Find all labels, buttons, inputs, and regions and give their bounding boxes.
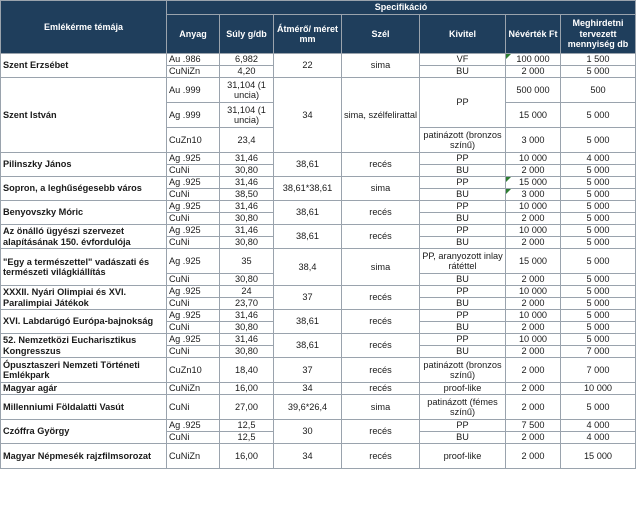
table-row [1,310,636,322]
finish-cell: PP [420,153,506,165]
finish-cell: PP [420,286,506,298]
diameter-cell: 37 [274,286,342,310]
quantity-cell: 5 000 [561,103,636,128]
diameter-cell: 34 [274,383,342,395]
header-face-value: Névérték Ft [506,15,561,54]
face-value-cell: 2 000 [506,358,561,383]
diameter-cell: 38,61*38,61 [274,177,342,201]
material-cell: Ag .925 [167,310,220,322]
material-cell: Ag .925 [167,153,220,165]
face-value-cell: 2 000 [506,346,561,358]
finish-cell: BU [420,165,506,177]
finish-cell: BU [420,237,506,249]
quantity-cell: 15 000 [561,444,636,469]
material-cell: Ag .925 [167,177,220,189]
material-cell: Ag .925 [167,334,220,346]
finish-cell: PP [420,78,506,128]
table-row [1,334,636,346]
quantity-cell: 500 [561,78,636,103]
face-value-cell: 2 000 [506,298,561,310]
table-row [1,444,636,469]
face-value-cell: 2 000 [506,322,561,334]
face-value-cell: 10 000 [506,310,561,322]
finish-cell: BU [420,322,506,334]
material-cell: CuNi [167,165,220,177]
header-material: Anyag [167,15,220,54]
edge-cell: recés [342,153,420,177]
quantity-cell: 1 500 [561,54,636,66]
quantity-cell: 5 000 [561,286,636,298]
material-cell: CuNi [167,213,220,225]
quantity-cell: 7 000 [561,346,636,358]
edge-cell: recés [342,310,420,334]
finish-cell: PP, aranyozott inlay rátéttel [420,249,506,274]
weight-cell: 30,80 [220,346,274,358]
diameter-cell: 38,61 [274,310,342,334]
finish-cell: patinázott (bronzos színű) [420,128,506,153]
quantity-cell: 5 000 [561,298,636,310]
finish-cell: PP [420,420,506,432]
coin-theme: 52. Nemzetközi Eucharisztikus Kongresszus [1,334,167,358]
material-cell: CuZn10 [167,358,220,383]
material-cell: CuNiZn [167,444,220,469]
edge-cell: sima [342,54,420,78]
quantity-cell: 4 000 [561,432,636,444]
face-value-cell: 10 000 [506,225,561,237]
quantity-cell: 5 000 [561,322,636,334]
material-cell: CuZn10 [167,128,220,153]
quantity-cell: 5 000 [561,201,636,213]
finish-cell: patinázott (bronzos színű) [420,358,506,383]
edge-cell: recés [342,201,420,225]
coin-theme: Szent Erzsébet [1,54,167,78]
quantity-cell: 10 000 [561,383,636,395]
table-row [1,383,636,395]
weight-cell: 30,80 [220,274,274,286]
diameter-cell: 38,61 [274,225,342,249]
face-value-cell: 2 000 [506,274,561,286]
material-cell: CuNi [167,274,220,286]
weight-cell: 31,104 (1 uncia) [220,103,274,128]
edge-cell: sima [342,249,420,286]
weight-cell: 31,46 [220,334,274,346]
material-cell: CuNi [167,189,220,201]
table-row [1,395,636,420]
edge-cell: recés [342,358,420,383]
weight-cell: 6,982 [220,54,274,66]
diameter-cell: 22 [274,54,342,78]
weight-cell: 16,00 [220,383,274,395]
face-value-cell: 10 000 [506,153,561,165]
diameter-cell: 34 [274,78,342,153]
table-row [1,358,636,383]
coin-theme: Az önálló ügyészi szervezet alapításának 150. évfordulója [1,225,167,249]
material-cell: CuNiZn [167,66,220,78]
weight-cell: 18,40 [220,358,274,383]
weight-cell: 31,46 [220,201,274,213]
coin-theme: "Egy a természettel" vadászati és természeti világkiállítás [1,249,167,286]
weight-cell: 30,80 [220,165,274,177]
diameter-cell: 38,61 [274,153,342,177]
coin-theme: Pilinszky János [1,153,167,177]
coin-theme: Czóffra György [1,420,167,444]
material-cell: Ag .925 [167,286,220,298]
weight-cell: 4,20 [220,66,274,78]
finish-cell: PP [420,225,506,237]
table-row [1,177,636,189]
weight-cell: 16,00 [220,444,274,469]
coin-theme: Magyar agár [1,383,167,395]
quantity-cell: 5 000 [561,189,636,201]
diameter-cell: 38,4 [274,249,342,286]
face-value-cell: 2 000 [506,237,561,249]
coin-theme: Millenniumi Földalatti Vasút [1,395,167,420]
header-finish: Kivitel [420,15,506,54]
edge-cell: sima, szélfelirattal [342,78,420,153]
face-value-cell: 100 000 [506,54,561,66]
face-value-cell: 3 000 [506,128,561,153]
header-weight: Súly g/db [220,15,274,54]
quantity-cell: 5 000 [561,249,636,274]
weight-cell: 12,5 [220,420,274,432]
edge-cell: recés [342,383,420,395]
material-cell: CuNi [167,346,220,358]
material-cell: CuNiZn [167,383,220,395]
weight-cell: 30,80 [220,237,274,249]
weight-cell: 23,70 [220,298,274,310]
finish-cell: BU [420,274,506,286]
face-value-cell: 10 000 [506,286,561,298]
finish-cell: PP [420,310,506,322]
edge-cell: sima [342,177,420,201]
face-value-cell: 3 000 [506,189,561,201]
diameter-cell: 39,6*26,4 [274,395,342,420]
weight-cell: 12,5 [220,432,274,444]
edge-cell: recés [342,334,420,358]
header-spec: Specifikáció [167,1,636,15]
face-value-cell: 2 000 [506,213,561,225]
finish-cell: BU [420,298,506,310]
quantity-cell: 7 000 [561,358,636,383]
edge-cell: sima [342,395,420,420]
face-value-cell: 2 000 [506,165,561,177]
weight-cell: 30,80 [220,213,274,225]
face-value-cell: 2 000 [506,66,561,78]
finish-cell: proof-like [420,383,506,395]
coin-theme: XXXII. Nyári Olimpiai és XVI. Paralimpiai Játékok [1,286,167,310]
face-value-cell: 10 000 [506,201,561,213]
weight-cell: 23,4 [220,128,274,153]
face-value-cell: 2 000 [506,444,561,469]
weight-cell: 38,50 [220,189,274,201]
table-row [1,286,636,298]
table-row [1,78,636,103]
face-value-cell: 15 000 [506,177,561,189]
material-cell: CuNi [167,237,220,249]
coin-theme: Sopron, a leghűségesebb város [1,177,167,201]
quantity-cell: 5 000 [561,165,636,177]
face-value-cell: 15 000 [506,249,561,274]
finish-cell: PP [420,334,506,346]
material-cell: Ag .925 [167,225,220,237]
material-cell: CuNi [167,395,220,420]
edge-cell: recés [342,225,420,249]
material-cell: CuNi [167,298,220,310]
coin-theme: XVI. Labdarúgó Európa-bajnokság [1,310,167,334]
finish-cell: PP [420,201,506,213]
face-value-cell: 2 000 [506,383,561,395]
table-row [1,225,636,237]
finish-cell: BU [420,432,506,444]
header-row-top [1,1,636,15]
coin-theme: Ópusztaszeri Nemzeti Történeti Emlékpark [1,358,167,383]
table-row [1,420,636,432]
material-cell: Ag .999 [167,103,220,128]
finish-cell: BU [420,66,506,78]
quantity-cell: 5 000 [561,128,636,153]
finish-cell: BU [420,346,506,358]
weight-cell: 31,46 [220,225,274,237]
header-quantity: Meghirdetni tervezett mennyiség db [561,15,636,54]
material-cell: CuNi [167,432,220,444]
finish-cell: BU [420,213,506,225]
diameter-cell: 30 [274,420,342,444]
header-edge: Szél [342,15,420,54]
table-row [1,201,636,213]
face-value-cell: 500 000 [506,78,561,103]
material-cell: Au .999 [167,78,220,103]
table-row [1,54,636,66]
material-cell: Ag .925 [167,420,220,432]
face-value-cell: 10 000 [506,334,561,346]
header-diameter: Átmérő/ méret mm [274,15,342,54]
quantity-cell: 4 000 [561,153,636,165]
material-cell: Au .986 [167,54,220,66]
face-value-cell: 15 000 [506,103,561,128]
quantity-cell: 5 000 [561,310,636,322]
diameter-cell: 38,61 [274,334,342,358]
quantity-cell: 4 000 [561,420,636,432]
quantity-cell: 5 000 [561,213,636,225]
coin-theme: Magyar Népmesék rajzfilmsorozat [1,444,167,469]
quantity-cell: 5 000 [561,237,636,249]
material-cell: Ag .925 [167,201,220,213]
quantity-cell: 5 000 [561,66,636,78]
weight-cell: 31,46 [220,310,274,322]
quantity-cell: 5 000 [561,334,636,346]
finish-cell: PP [420,177,506,189]
edge-cell: recés [342,420,420,444]
header-theme: Emlékérme témája [1,1,167,54]
weight-cell: 31,46 [220,153,274,165]
face-value-cell: 2 000 [506,432,561,444]
face-value-cell: 7 500 [506,420,561,432]
weight-cell: 31,46 [220,177,274,189]
coin-theme: Benyovszky Móric [1,201,167,225]
weight-cell: 31,104 (1 uncia) [220,78,274,103]
face-value-cell: 2 000 [506,395,561,420]
weight-cell: 35 [220,249,274,274]
edge-cell: recés [342,286,420,310]
finish-cell: proof-like [420,444,506,469]
diameter-cell: 34 [274,444,342,469]
weight-cell: 30,80 [220,322,274,334]
weight-cell: 24 [220,286,274,298]
quantity-cell: 5 000 [561,177,636,189]
finish-cell: patinázott (fémes színű) [420,395,506,420]
finish-cell: VF [420,54,506,66]
quantity-cell: 5 000 [561,395,636,420]
material-cell: Ag .925 [167,249,220,274]
table-row [1,153,636,165]
quantity-cell: 5 000 [561,274,636,286]
material-cell: CuNi [167,322,220,334]
diameter-cell: 37 [274,358,342,383]
diameter-cell: 38,61 [274,201,342,225]
table-row [1,249,636,274]
finish-cell: BU [420,189,506,201]
coin-theme: Szent István [1,78,167,153]
weight-cell: 27,00 [220,395,274,420]
quantity-cell: 5 000 [561,225,636,237]
edge-cell: recés [342,444,420,469]
